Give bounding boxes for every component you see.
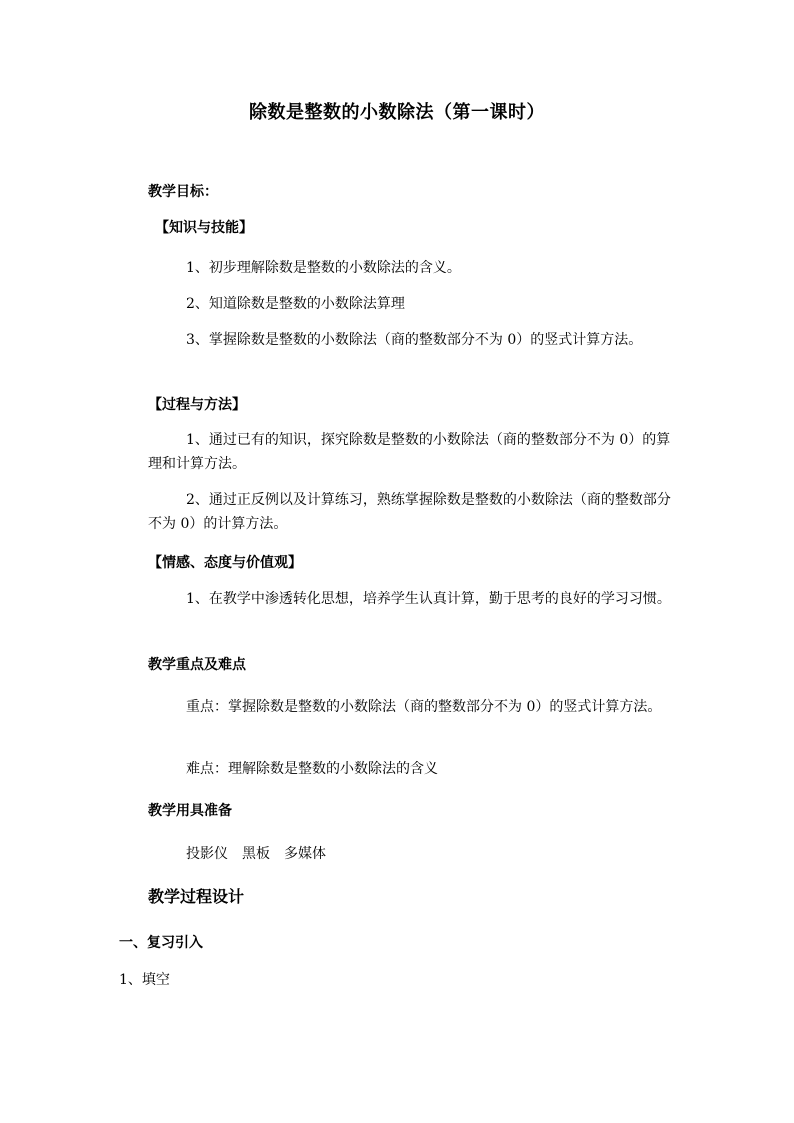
- knowledge-heading: 【知识与技能】: [155, 220, 253, 236]
- objectives-heading: 教学目标：: [148, 184, 218, 200]
- key-point-focus: 重点：掌握除数是整数的小数除法（商的整数部分不为 0）的竖式计算方法。: [186, 699, 662, 715]
- attitude-heading: 【情感、态度与价值观】: [148, 555, 302, 571]
- fill-blank-item: 1、填空: [119, 972, 170, 988]
- knowledge-item-1: 1、初步理解除数是整数的小数除法的含义。: [186, 260, 461, 276]
- review-heading: 一、复习引入: [119, 935, 203, 951]
- process-heading: 【过程与方法】: [148, 397, 246, 413]
- knowledge-item-3: 3、掌握除数是整数的小数除法（商的整数部分不为 0）的竖式计算方法。: [186, 332, 643, 348]
- process-item-2: 2、通过正反例以及计算练习，熟练掌握除数是整数的小数除法（商的整数部分不为 0）的计算方法。: [148, 492, 671, 532]
- key-points-heading: 教学重点及难点: [148, 657, 246, 673]
- design-heading: 教学过程设计: [148, 887, 245, 906]
- attitude-item-1: 1、在教学中渗透转化思想，培养学生认真计算，勤于思考的良好的学习习惯。: [186, 591, 671, 607]
- key-point-difficulty: 难点：理解除数是整数的小数除法的含义: [186, 761, 438, 777]
- tools-heading: 教学用具准备: [148, 803, 232, 819]
- knowledge-item-2: 2、知道除数是整数的小数除法算理: [186, 296, 405, 312]
- tools-list: 投影仪 黑板 多媒体: [186, 846, 326, 862]
- page-title: 除数是整数的小数除法（第一课时）: [249, 102, 545, 123]
- process-item-1: 1、通过已有的知识，探究除数是整数的小数除法（商的整数部分不为 0）的算理和计算方法。: [148, 432, 671, 472]
